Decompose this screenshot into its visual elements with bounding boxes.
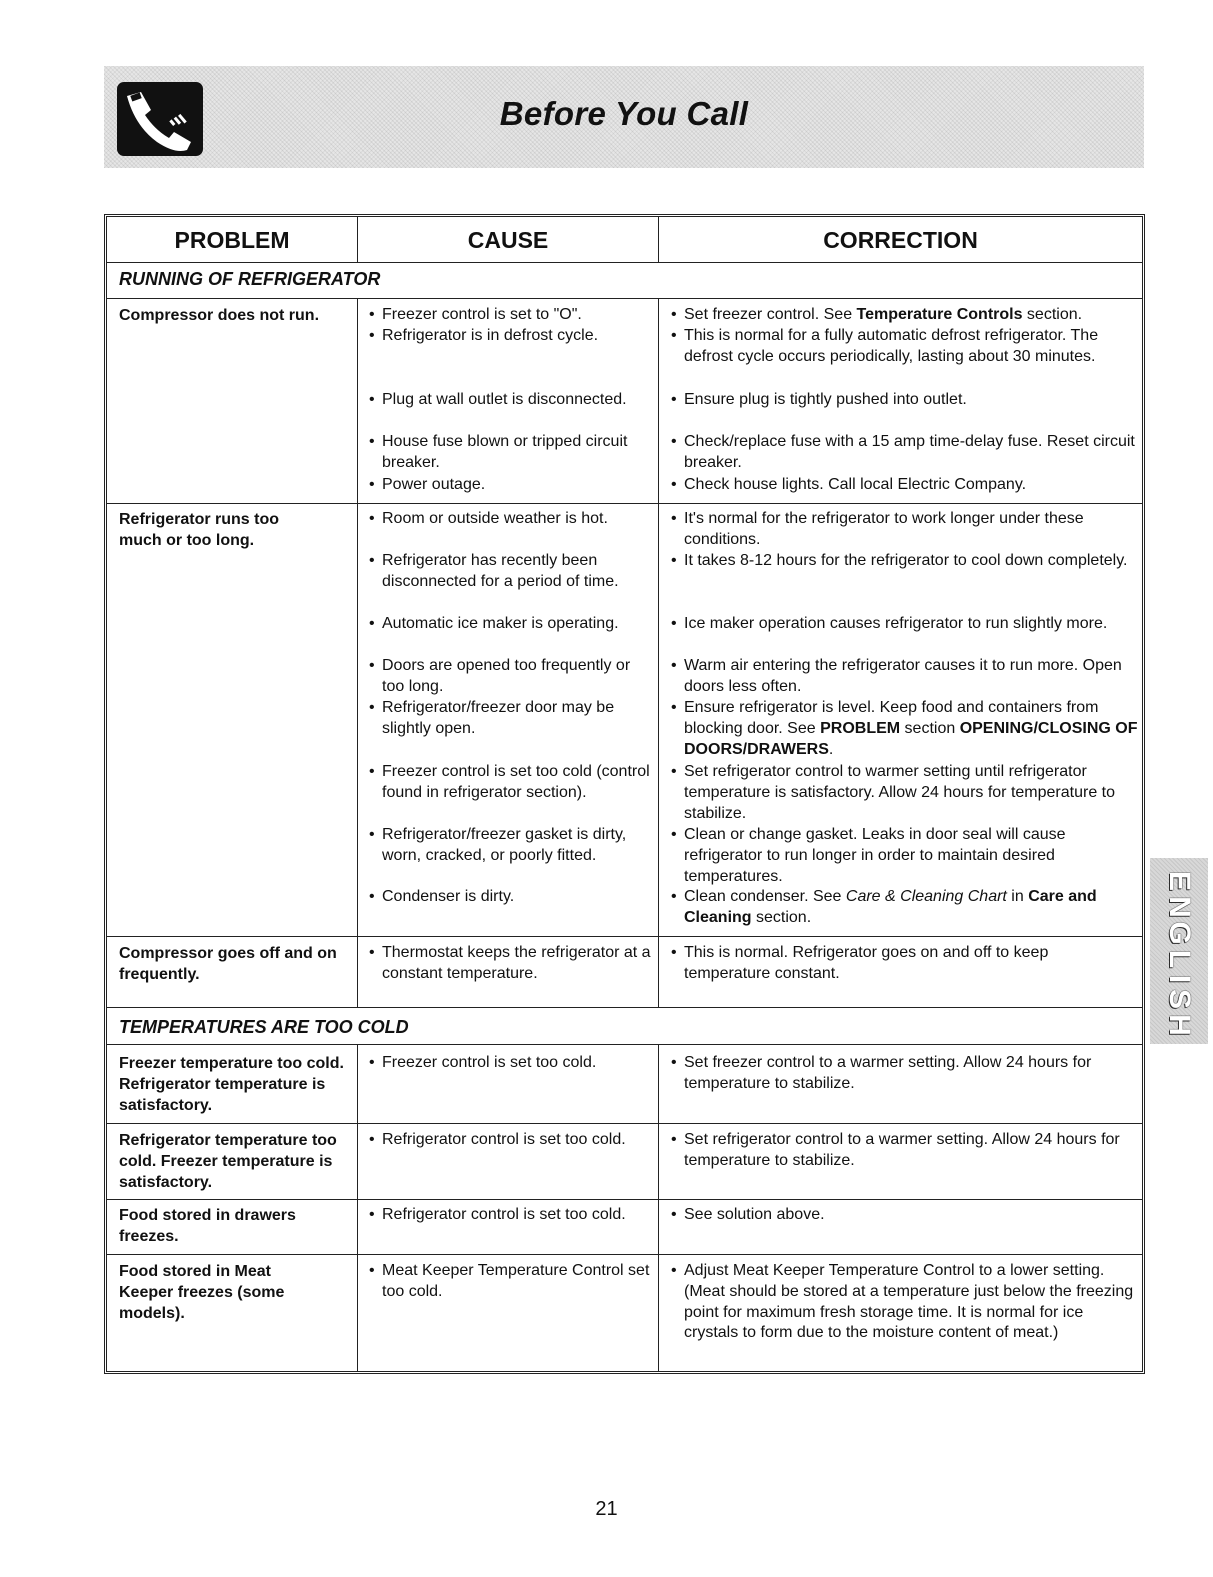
problem-label: Food stored in drawers freezes. (119, 1207, 296, 1245)
problem-label: Refrigerator runs too much or too long. (119, 511, 280, 549)
cause-item: • Doors are opened too frequently or too long. (369, 657, 631, 695)
cause-item: • House fuse blown or tripped circuit breaker. (369, 433, 628, 471)
row-divider (107, 1199, 1142, 1200)
row-divider (107, 1044, 1142, 1045)
correction-item: • This is normal. Refrigerator goes on and off to keep temperature constant. (671, 944, 1049, 982)
row-divider (107, 298, 1142, 299)
cause-item: • Refrigerator/freezer gasket is dirty, worn, cracked, or poorly fitted. (369, 826, 627, 864)
correction-item: • Set refrigerator control to warmer setting until refrigerator temperature is satisfactory. Allow 24 hours for temperature to stabilize. (671, 763, 1116, 822)
language-tab-letter: H (1163, 1014, 1196, 1036)
cause-item: • Power outage. (369, 476, 486, 493)
correction-item: • This is normal for a fully automatic defrost refrigerator. The defrost cycle occurs periodically, lasting about 30 minutes. (671, 327, 1099, 365)
troubleshooting-table (104, 214, 1145, 1374)
language-tab-letter: E (1163, 870, 1196, 891)
correction-item: • Ice maker operation causes refrigerator to run slightly more. (671, 615, 1108, 632)
row-divider (107, 1007, 1142, 1008)
cause-item: • Freezer control is set too cold (control found in refrigerator section). (369, 763, 650, 801)
cause-item: • Thermostat keeps the refrigerator at a constant temperature. (369, 944, 651, 982)
correction-item: • Clean or change gasket. Leaks in door seal will cause refrigerator to run longer in order to maintain desired temperatures. (671, 826, 1066, 885)
problem-label: Freezer temperature too cold. Refrigerator temperature is satisfactory. (119, 1055, 344, 1114)
correction-item: • Warm air entering the refrigerator causes it to run more. Open doors less often. (671, 657, 1122, 695)
correction-item: • Check/replace fuse with a 15 amp time-delay fuse. Reset circuit breaker. (671, 433, 1135, 471)
cause-item: • Freezer control is set to "O". (369, 306, 582, 323)
language-tab-letter: N (1163, 896, 1196, 918)
header-banner (104, 66, 1144, 168)
column-divider (357, 298, 358, 1007)
column-divider (658, 1044, 659, 1371)
cause-item: • Automatic ice maker is operating. (369, 615, 619, 632)
language-tab (1150, 858, 1208, 1044)
section-title: RUNNING OF REFRIGERATOR (119, 269, 381, 289)
correction-item: • Ensure refrigerator is level. Keep food and containers from blocking door. See PROBLEM section OPENING/CLOSING OF DOORS/DRAWERS. (671, 699, 1138, 758)
correction-item: • Ensure plug is tightly pushed into outlet. (671, 391, 967, 408)
problem-label: Refrigerator temperature too cold. Freezer temperature is satisfactory. (119, 1132, 337, 1191)
correction-item: • Clean condenser. See Care & Cleaning Chart in Care and Cleaning section. (671, 888, 1097, 926)
language-tab-letter: S (1163, 988, 1196, 1009)
cause-item: • Refrigerator is in defrost cycle. (369, 327, 599, 344)
row-divider (107, 1254, 1142, 1255)
cause-item: • Freezer control is set too cold. (369, 1054, 597, 1071)
column-divider (658, 298, 659, 1007)
column-divider (357, 1044, 358, 1371)
problem-label: Food stored in Meat Keeper freezes (some models). (119, 1263, 285, 1322)
cause-item: • Room or outside weather is hot. (369, 510, 608, 527)
cause-item: • Refrigerator control is set too cold. (369, 1131, 626, 1148)
row-divider (107, 503, 1142, 504)
page-number: 21 (595, 1498, 618, 1520)
cause-item: • Plug at wall outlet is disconnected. (369, 391, 627, 408)
cause-item: • Condenser is dirty. (369, 888, 515, 905)
cause-item: • Refrigerator control is set too cold. (369, 1206, 626, 1223)
problem-label: Compressor does not run. (119, 307, 320, 324)
correction-item: • It takes 8-12 hours for the refrigerator to cool down completely. (671, 552, 1128, 569)
header-correction: CORRECTION (823, 227, 978, 253)
section-title: TEMPERATURES ARE TOO COLD (119, 1017, 409, 1037)
correction-item: • Set freezer control. See Temperature Controls section. (671, 306, 1083, 323)
language-tab-letter: G (1163, 921, 1196, 945)
language-tab-letter: I (1163, 974, 1196, 984)
row-divider (107, 936, 1142, 937)
correction-item: • Adjust Meat Keeper Temperature Control to a lower setting. (Meat should be stored at a temperature just below the freezing point for maximum fresh storage time. It is normal for ice crystals to form due to the moisture content of meat.) (671, 1262, 1134, 1342)
cause-item: • Refrigerator/freezer door may be slightly open. (369, 699, 615, 737)
page-title: Before You Call (499, 95, 749, 132)
correction-item: • Check house lights. Call local Electric Company. (671, 476, 1027, 493)
language-tab-letter: L (1163, 949, 1196, 969)
row-divider (107, 1123, 1142, 1124)
row-divider (107, 262, 1142, 263)
correction-item: • Set freezer control to a warmer setting. Allow 24 hours for temperature to stabilize. (671, 1054, 1092, 1092)
correction-item: • It's normal for the refrigerator to work longer under these conditions. (671, 510, 1084, 548)
cause-item: • Refrigerator has recently been disconnected for a period of time. (369, 552, 619, 590)
header-problem: PROBLEM (174, 227, 290, 253)
header-cause: CAUSE (467, 227, 549, 253)
correction-item: • Set refrigerator control to a warmer setting. Allow 24 hours for temperature to stabilize. (671, 1131, 1120, 1169)
correction-item: • See solution above. (671, 1206, 825, 1223)
problem-label: Compressor goes off and on frequently. (119, 945, 337, 983)
cause-item: • Meat Keeper Temperature Control set too cold. (369, 1262, 650, 1300)
